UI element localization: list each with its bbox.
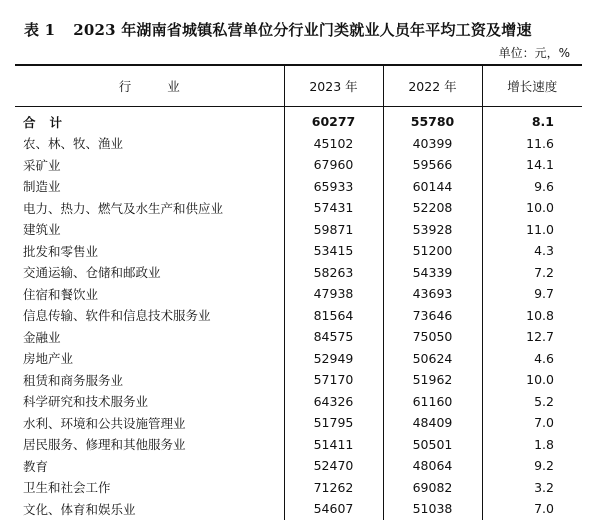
industry-cell: 卫生和社会工作 (23, 480, 111, 496)
value-2022-cell: 51962 (383, 369, 482, 391)
industry-cell: 教育 (23, 458, 49, 474)
table-row (15, 133, 582, 155)
table-row (15, 262, 582, 284)
value-2022-cell: 54339 (383, 262, 482, 284)
value-2023-cell: 84575 (284, 326, 383, 348)
table-header-row (15, 65, 582, 107)
table-row (15, 434, 582, 456)
value-2022-cell: 61160 (383, 391, 482, 413)
value-2023-cell: 64326 (284, 391, 383, 413)
value-2023-cell: 57170 (284, 369, 383, 391)
growth-cell: 4.6 (482, 348, 582, 370)
growth-cell: 7.0 (482, 412, 582, 434)
value-2022-cell: 60144 (383, 176, 482, 198)
value-2022-cell: 51038 (383, 498, 482, 520)
industry-cell: 住宿和餐饮业 (23, 286, 99, 302)
industry-cell: 房地产业 (23, 351, 74, 367)
table-row (15, 412, 582, 434)
table-title (24, 19, 564, 40)
total-row (15, 107, 582, 133)
value-2022-cell: 50501 (383, 434, 482, 456)
growth-cell: 9.7 (482, 283, 582, 305)
value-2022-cell: 73646 (383, 305, 482, 327)
value-2023-cell: 57431 (284, 197, 383, 219)
table-row (15, 477, 582, 499)
table-title-text: 2023 年湖南省城镇私营单位分行业门类就业人员年平均工资及增速 (73, 21, 532, 39)
header-2022: 2022 年 (383, 65, 482, 107)
industry-cell: 水利、环境和公共设施管理业 (23, 415, 186, 431)
table-row (15, 197, 582, 219)
wage-table-container (15, 64, 582, 520)
header-growth: 增长速度 (482, 65, 582, 107)
value-2022-cell: 52208 (383, 197, 482, 219)
growth-cell: 14.1 (482, 154, 582, 176)
growth-cell: 1.8 (482, 434, 582, 456)
growth-cell: 11.6 (482, 133, 582, 155)
total-2023: 60277 (284, 107, 383, 133)
value-2023-cell: 67960 (284, 154, 383, 176)
value-2023-cell: 51795 (284, 412, 383, 434)
table-row (15, 348, 582, 370)
value-2023-cell: 51411 (284, 434, 383, 456)
table-row (15, 219, 582, 241)
value-2023-cell: 52470 (284, 455, 383, 477)
industry-cell: 交通运输、仓储和邮政业 (23, 265, 161, 281)
growth-cell: 9.6 (482, 176, 582, 198)
value-2022-cell: 59566 (383, 154, 482, 176)
growth-cell: 10.0 (482, 197, 582, 219)
value-2022-cell: 48064 (383, 455, 482, 477)
growth-cell: 10.8 (482, 305, 582, 327)
value-2022-cell: 43693 (383, 283, 482, 305)
growth-cell: 7.0 (482, 498, 582, 520)
table-row (15, 240, 582, 262)
value-2022-cell: 75050 (383, 326, 482, 348)
value-2023-cell: 81564 (284, 305, 383, 327)
value-2022-cell: 69082 (383, 477, 482, 499)
table-row (15, 326, 582, 348)
unit-note: 单位：元，% (498, 46, 570, 60)
growth-cell: 9.2 (482, 455, 582, 477)
value-2023-cell: 53415 (284, 240, 383, 262)
industry-cell: 金融业 (23, 329, 61, 345)
industry-cell: 建筑业 (23, 222, 61, 238)
industry-cell: 文化、体育和娱乐业 (23, 501, 136, 517)
industry-cell: 租赁和商务服务业 (23, 372, 124, 388)
industry-cell: 电力、热力、燃气及水生产和供应业 (23, 200, 224, 216)
industry-cell: 信息传输、软件和信息技术服务业 (23, 308, 211, 324)
growth-cell: 10.0 (482, 369, 582, 391)
growth-cell: 11.0 (482, 219, 582, 241)
value-2023-cell: 45102 (284, 133, 383, 155)
value-2023-cell: 59871 (284, 219, 383, 241)
table-row (15, 154, 582, 176)
header-2023: 2023 年 (284, 65, 383, 107)
value-2022-cell: 50624 (383, 348, 482, 370)
table-row (15, 498, 582, 520)
wage-table (15, 64, 582, 520)
value-2023-cell: 65933 (284, 176, 383, 198)
header-industry: 行 业 (15, 65, 284, 107)
table-number: 表 1 (24, 21, 56, 39)
growth-cell: 7.2 (482, 262, 582, 284)
table-row (15, 455, 582, 477)
value-2023-cell: 54607 (284, 498, 383, 520)
industry-cell: 居民服务、修理和其他服务业 (23, 437, 186, 453)
industry-cell: 制造业 (23, 179, 61, 195)
total-growth: 8.1 (482, 107, 582, 133)
table-body (15, 107, 582, 520)
table-row (15, 391, 582, 413)
total-label: 合计 (23, 114, 77, 130)
value-2023-cell: 71262 (284, 477, 383, 499)
industry-cell: 采矿业 (23, 157, 61, 173)
growth-cell: 4.3 (482, 240, 582, 262)
growth-cell: 3.2 (482, 477, 582, 499)
value-2022-cell: 48409 (383, 412, 482, 434)
value-2022-cell: 40399 (383, 133, 482, 155)
value-2023-cell: 52949 (284, 348, 383, 370)
growth-cell: 12.7 (482, 326, 582, 348)
value-2022-cell: 51200 (383, 240, 482, 262)
value-2023-cell: 47938 (284, 283, 383, 305)
industry-cell: 批发和零售业 (23, 243, 99, 259)
industry-cell: 科学研究和技术服务业 (23, 394, 149, 410)
value-2023-cell: 58263 (284, 262, 383, 284)
total-2022: 55780 (383, 107, 482, 133)
table-row (15, 369, 582, 391)
table-row (15, 283, 582, 305)
growth-cell: 5.2 (482, 391, 582, 413)
value-2022-cell: 53928 (383, 219, 482, 241)
table-row (15, 305, 582, 327)
table-row (15, 176, 582, 198)
industry-cell: 农、林、牧、渔业 (23, 136, 124, 152)
